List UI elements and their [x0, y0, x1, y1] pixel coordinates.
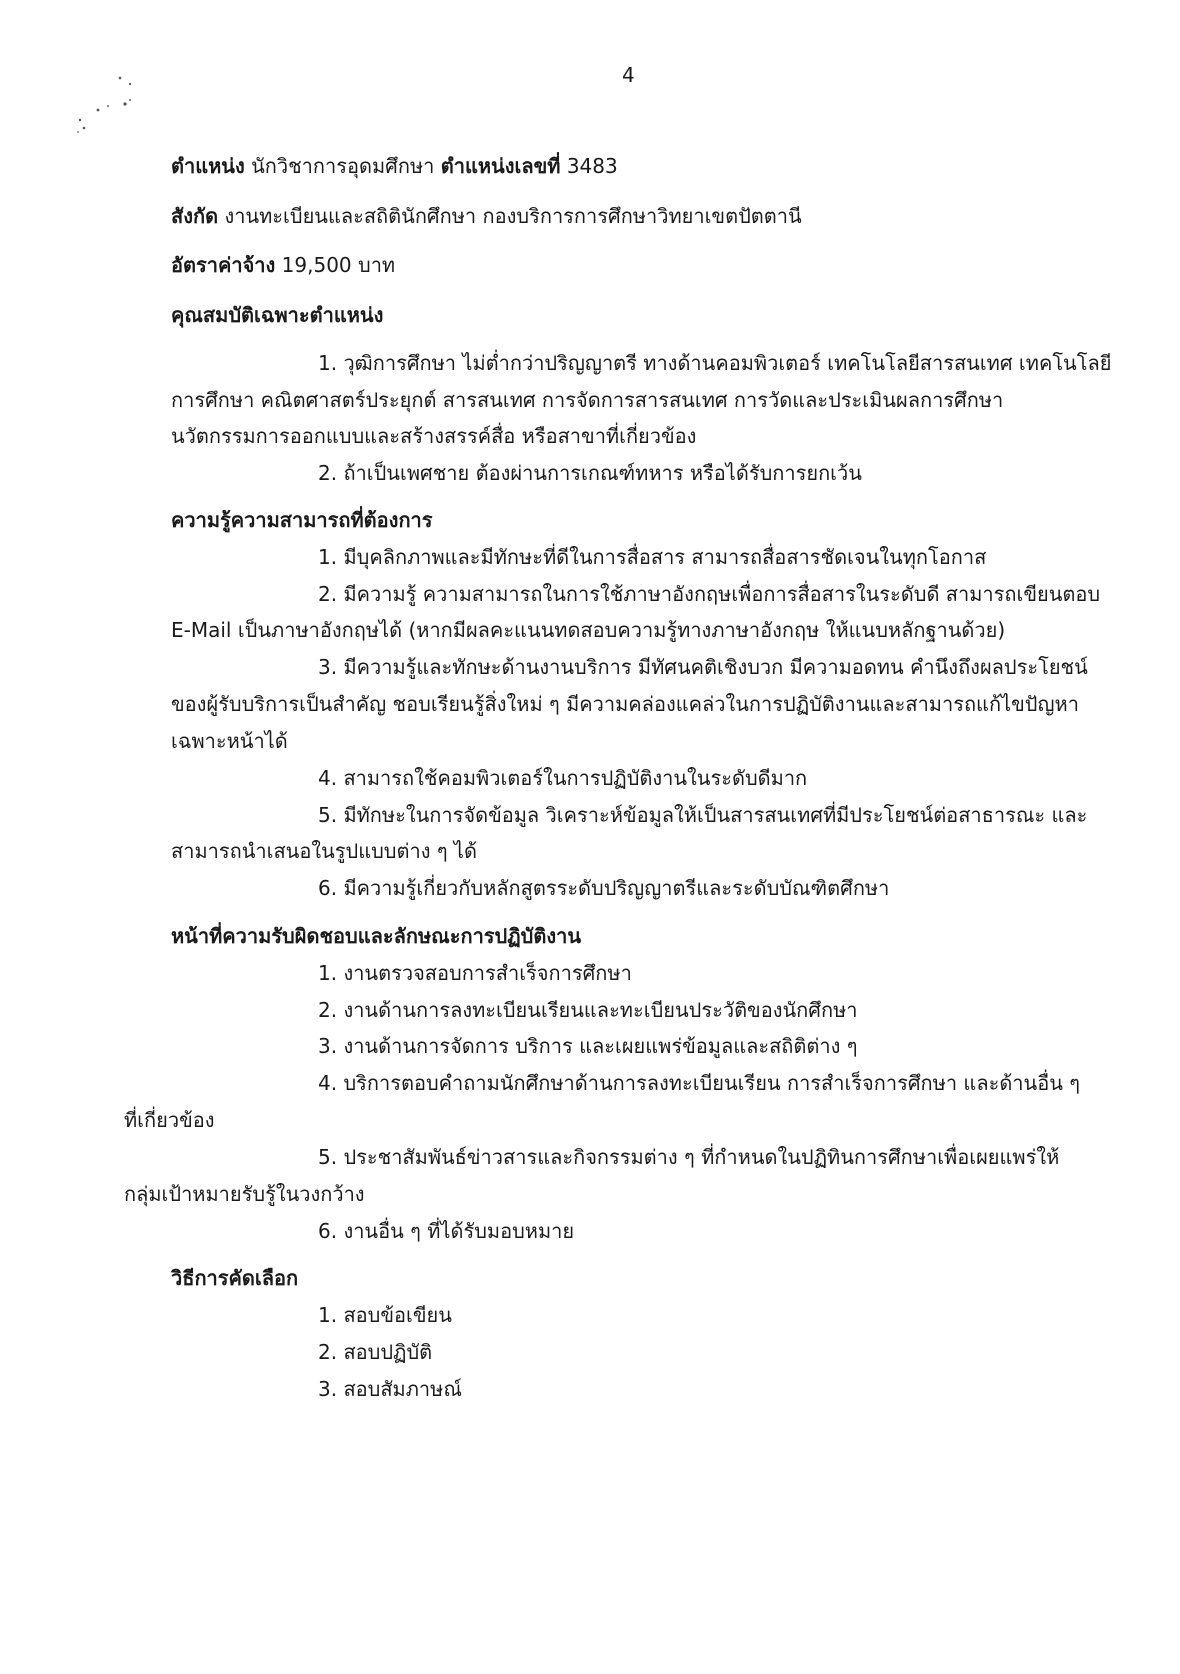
salary-line [171, 250, 395, 280]
duty-line: กลุ่มเป้าหมายรับรู้ในวงกว้าง [124, 1182, 365, 1206]
knowledge-line: 6. มีความรู้เกี่ยวกับหลักสูตรระดับปริญญาตรีและระดับบัณฑิตศึกษา [318, 876, 890, 900]
qualification-line: นวัตกรรมการออกแบบและสร้างสรรค์สื่อ หรือสาขาที่เกี่ยวข้อง [171, 424, 697, 448]
knowledge-line: ของผู้รับบริการเป็นสำคัญ ชอบเรียนรู้สิ่งใหม่ ๆ มีความคล่องแคล่วในการปฏิบัติงานและสามารถแก้ไขปัญหา [171, 692, 1079, 716]
selection-line: 2. สอบปฏิบัติ [318, 1340, 433, 1364]
knowledge-line: สามารถนำเสนอในรูปแบบต่าง ๆ ได้ [171, 839, 477, 863]
qualification-line: 1. วุฒิการศึกษา ไม่ต่ำกว่าปริญญาตรี ทางด้านคอมพิวเตอร์ เทคโนโลยีสารสนเทศ เทคโนโลยี [318, 351, 1112, 375]
selection-heading: วิธีการคัดเลือก [171, 1266, 299, 1290]
affiliation-line [171, 201, 802, 231]
salary-value: 19,500 บาท [281, 253, 396, 277]
duty-line: ที่เกี่ยวข้อง [124, 1108, 215, 1132]
knowledge-line: 4. สามารถใช้คอมพิวเตอร์ในการปฏิบัติงานในระดับดีมาก [318, 766, 808, 790]
knowledge-line: 5. มีทักษะในการจัดข้อมูล วิเคราะห์ข้อมูลให้เป็นสารสนเทศที่มีประโยชน์ต่อสาธารณะ และ [318, 803, 1088, 827]
duty-line: 2. งานด้านการลงทะเบียนเรียนและทะเบียนประวัติของนักศึกษา [318, 998, 858, 1022]
duty-line: 4. บริการตอบคำถามนักศึกษาด้านการลงทะเบียนเรียน การสำเร็จการศึกษา และด้านอื่น ๆ [318, 1071, 1080, 1095]
duty-line: 1. งานตรวจสอบการสำเร็จการศึกษา [318, 961, 632, 985]
knowledge-line: เฉพาะหน้าได้ [171, 729, 288, 753]
qualification-line: 2. ถ้าเป็นเพศชาย ต้องผ่านการเกณฑ์ทหาร หรือได้รับการยกเว้น [318, 461, 862, 485]
knowledge-heading: ความรู้ความสามารถที่ต้องการ [171, 508, 433, 532]
duty-line: 6. งานอื่น ๆ ที่ได้รับมอบหมาย [318, 1219, 575, 1243]
knowledge-line: 2. มีความรู้ ความสามารถในการใช้ภาษาอังกฤษเพื่อการสื่อสารในระดับดี สามารถเขียนตอบ [318, 582, 1101, 606]
duty-line: 3. งานด้านการจัดการ บริการ และเผยแพร่ข้อมูลและสถิติต่าง ๆ [318, 1034, 858, 1058]
knowledge-line: 1. มีบุคลิกภาพและมีทักษะที่ดีในการสื่อสาร สามารถสื่อสารชัดเจนในทุกโอกาส [318, 545, 987, 569]
qualifications-heading: คุณสมบัติเฉพาะตำแหน่ง [171, 303, 384, 327]
page-number: 4 [622, 63, 635, 87]
qualification-line: การศึกษา คณิตศาสตร์ประยุกต์ สารสนเทศ การจัดการสารสนเทศ การวัดและประเมินผลการศึกษา [171, 388, 1004, 412]
salary-label: อัตราค่าจ้าง [171, 253, 276, 277]
position-no-value: 3483 [566, 154, 618, 178]
duties-heading: หน้าที่ความรับผิดชอบและลักษณะการปฏิบัติงาน [171, 924, 582, 948]
selection-line: 3. สอบสัมภาษณ์ [318, 1377, 462, 1401]
knowledge-line: E-Mail เป็นภาษาอังกฤษได้ (หากมีผลคะแนนทดสอบความรู้ทางภาษาอังกฤษ ให้แนบหลักฐานด้วย) [171, 618, 1006, 642]
position-line [171, 151, 618, 181]
affiliation-value: งานทะเบียนและสถิตินักศึกษา กองบริการการศึกษาวิทยาเขตปัตตานี [224, 204, 802, 228]
position-label: ตำแหน่ง [171, 154, 245, 178]
position-no-label: ตำแหน่งเลขที่ [440, 154, 561, 178]
knowledge-line: 3. มีความรู้และทักษะด้านงานบริการ มีทัศนคติเชิงบวก มีความอดทน คำนึงถึงผลประโยชน์ [318, 655, 1088, 679]
selection-line: 1. สอบข้อเขียน [318, 1303, 452, 1327]
position-value: นักวิชาการอุดมศึกษา [251, 154, 435, 178]
duty-line: 5. ประชาสัมพันธ์ข่าวสารและกิจกรรมต่าง ๆ ที่กำหนดในปฏิทินการศึกษาเพื่อเผยแพร่ให้ [318, 1145, 1060, 1169]
affiliation-label: สังกัด [171, 204, 219, 228]
scan-specks [70, 70, 150, 140]
